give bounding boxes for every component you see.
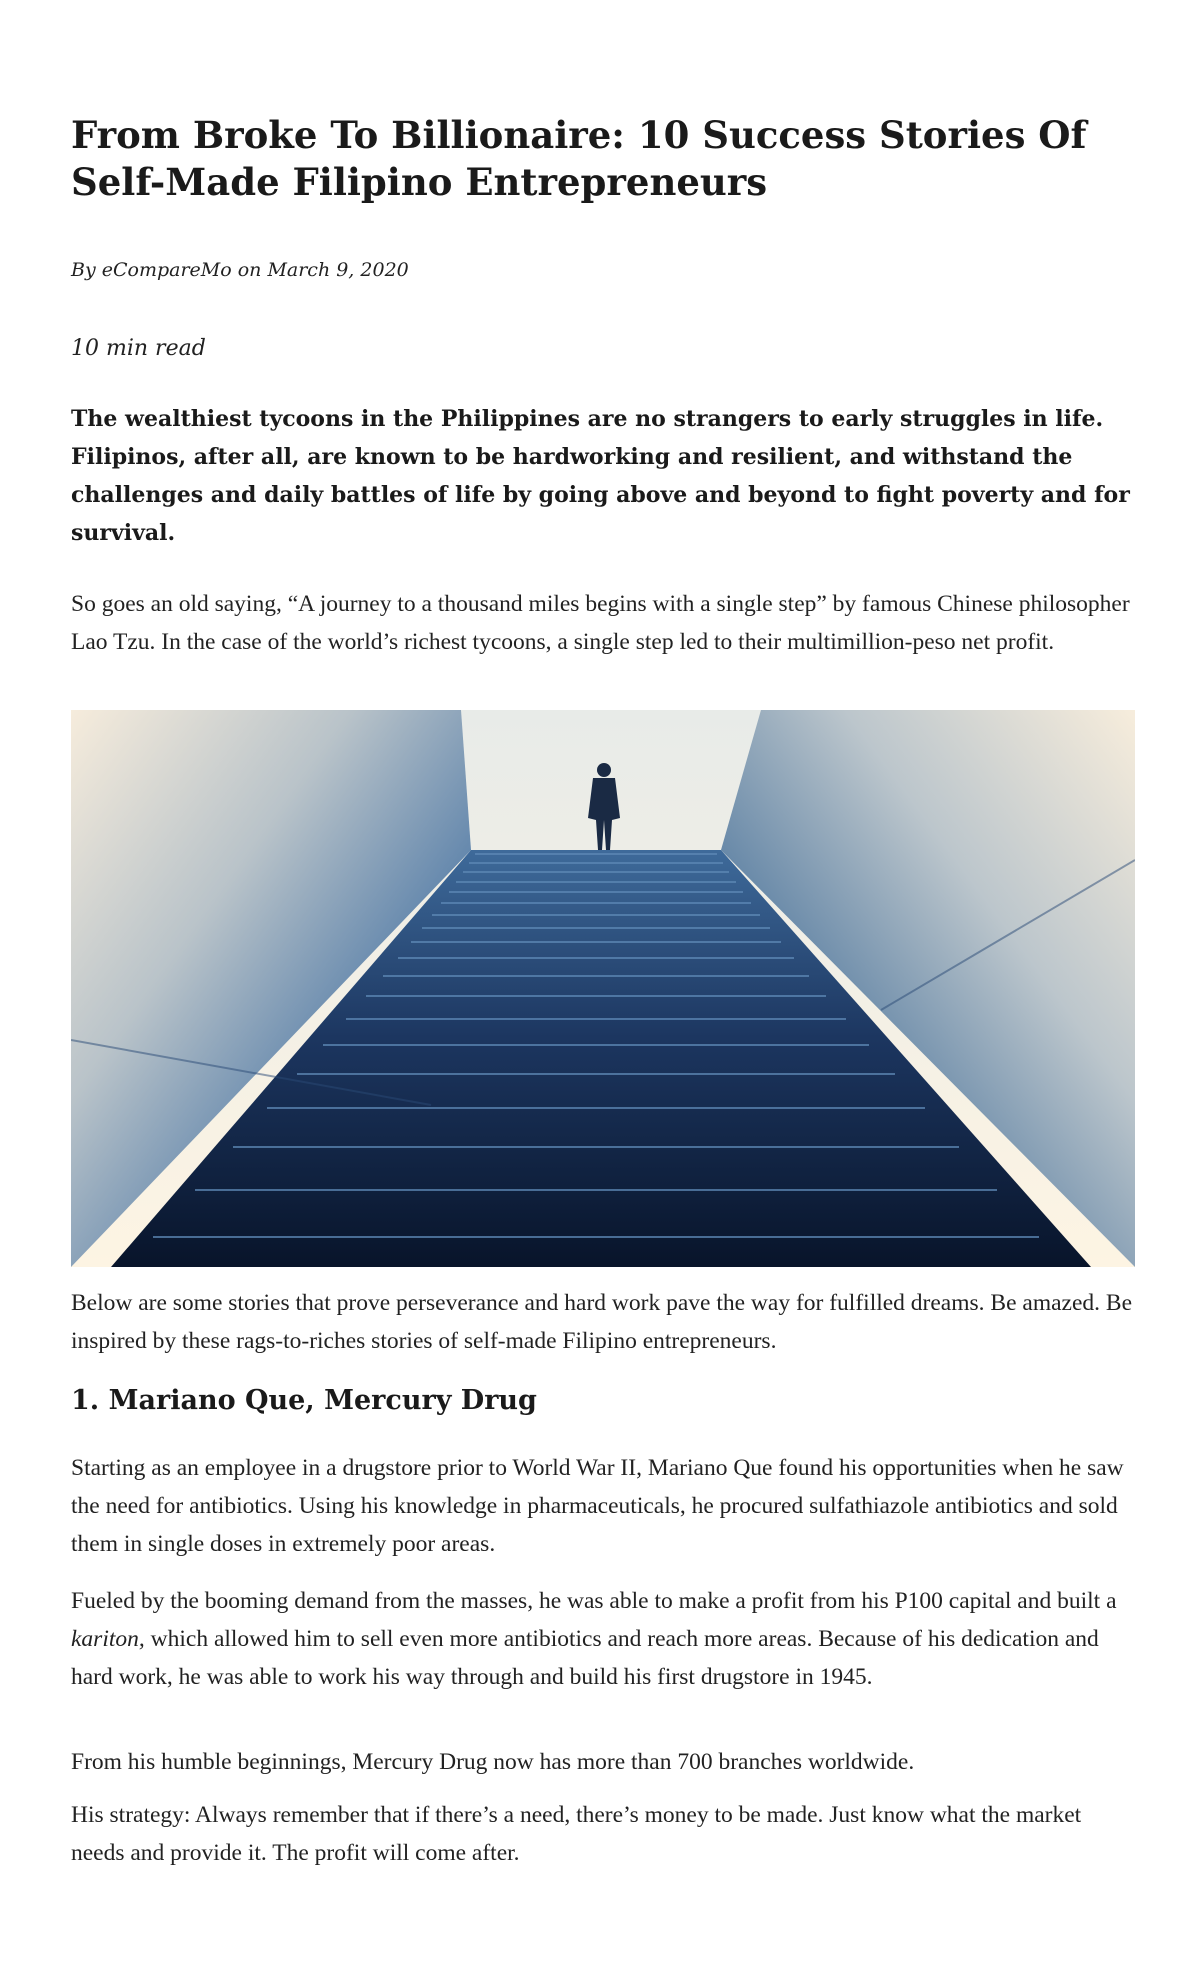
- read-time: 10 min read: [71, 336, 206, 361]
- section1-paragraph-4: His strategy: Always remember that if there’s a need, there’s money to be made. Just know what the market needs and provide it. The profit will come after.: [71, 1802, 1082, 1866]
- section1-p2-after: which allowed him to sell even more antibiotics and reach more areas. Because of his dedication and hard work, he was able to work his way through and build his first drugstore in 1945.: [71, 1626, 1099, 1690]
- hero-image-staircase: [71, 710, 1135, 1267]
- section-heading-mariano-que: 1. Mariano Que, Mercury Drug: [71, 1385, 537, 1416]
- section1-paragraph-2: [71, 1582, 1135, 1696]
- lead-paragraph: The wealthiest tycoons in the Philippines are no strangers to early struggles in life. Filipinos, after all, are known to be hardworking and resilient, and withstand the challenges and daily battles of life by going above and beyond to fight poverty and for survival.: [71, 406, 1130, 546]
- section1-p2-before: Fueled by the booming demand from the masses, he was able to make a profit from his P100 capital and built a: [71, 1588, 1117, 1614]
- section1-paragraph-1: Starting as an employee in a drugstore prior to World War II, Mariano Que found his opportunities when he saw the need for antibiotics. Using his knowledge in pharmaceuticals, he procured sulfathiazole antibiotics and sold them in single doses in extremely poor areas.: [71, 1455, 1124, 1557]
- byline: By eCompareMo on March 9, 2020: [71, 259, 409, 281]
- kariton-term: kariton,: [71, 1626, 145, 1652]
- article-title: From Broke To Billionaire: 10 Success Stories Of Self-Made Filipino Entrepreneurs: [71, 113, 1087, 204]
- after-image-paragraph: Below are some stories that prove perseverance and hard work pave the way for fulfilled dreams. Be amazed. Be inspired by these rags-to-riches stories of self-made Filipino entrepreneurs.: [71, 1290, 1132, 1354]
- section1-paragraph-3: From his humble beginnings, Mercury Drug now has more than 700 branches worldwide.: [71, 1749, 915, 1775]
- intro-paragraph: So goes an old saying, “A journey to a thousand miles begins with a single step” by famous Chinese philosopher Lao Tzu. In the case of the world’s richest tycoons, a single step led to their multimillion-peso net profit.: [71, 591, 1130, 655]
